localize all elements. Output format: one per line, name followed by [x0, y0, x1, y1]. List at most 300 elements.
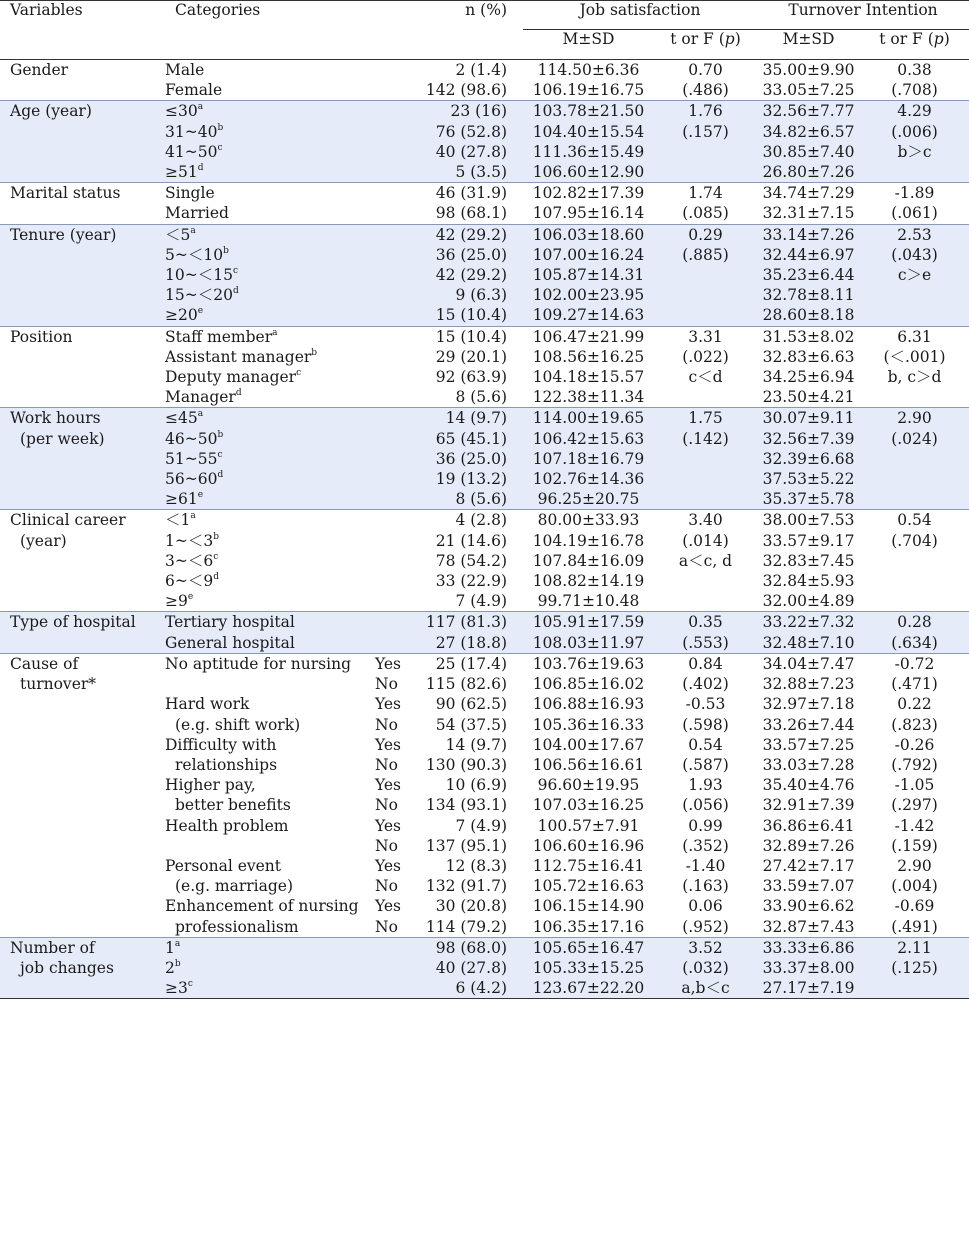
js-msd-cell — [523, 735, 654, 775]
n-cell — [420, 326, 523, 408]
js-test-value: 0.06 — [688, 897, 723, 916]
category-label-superscript: c — [296, 368, 302, 379]
js-test-cell — [654, 510, 757, 612]
ti-msd-value: 32.88±7.23 — [762, 675, 855, 694]
n-value: 15 (10.4) — [435, 306, 507, 325]
js-msd-value: 99.71±10.48 — [537, 592, 640, 611]
js-test-value: (.022) — [682, 347, 729, 366]
variable-name: Tenure (year) — [10, 225, 117, 244]
categories-cell — [165, 101, 420, 183]
js-msd-value: 106.56±16.61 — [532, 755, 645, 774]
table-row — [0, 510, 969, 612]
ti-test-value: (.125) — [891, 958, 938, 977]
ti-msd-value: 33.90±6.62 — [762, 897, 855, 916]
variable-name: Position — [10, 327, 73, 346]
n-cell — [420, 101, 523, 183]
yes-no-cell — [375, 694, 420, 734]
js-msd-value: 123.67±22.20 — [532, 979, 645, 998]
js-msd-cell — [523, 937, 654, 999]
js-test-value: (.157) — [682, 122, 729, 141]
table-row — [0, 101, 969, 183]
header-js-test: t or F (p) — [654, 30, 757, 60]
category-label: $\le 45^a$ — [165, 409, 204, 428]
n-value: 14 (9.7) — [445, 735, 507, 754]
n-cell — [420, 937, 523, 999]
n-cell — [420, 183, 523, 224]
variable-name: Age (year) — [10, 102, 92, 121]
ti-test-value: 2.11 — [897, 938, 932, 957]
n-value: 8 (5.6) — [455, 490, 507, 509]
ti-msd-value: 32.97±7.18 — [762, 695, 855, 714]
ti-msd-cell — [757, 510, 860, 612]
header-n: n (%) — [420, 1, 523, 60]
cause-label: professionalism — [175, 917, 299, 936]
n-value: 90 (62.5) — [435, 695, 507, 714]
js-test-cell — [654, 60, 757, 101]
variable-cell — [0, 612, 165, 653]
category-label-superscript: d — [213, 572, 219, 583]
yes-label: Yes — [375, 776, 402, 795]
cause-item-group — [0, 896, 969, 937]
category-label-superscript: b — [217, 429, 224, 440]
js-msd-cell — [523, 183, 654, 224]
yes-no-cell — [375, 775, 420, 815]
js-test-value: (.085) — [682, 204, 729, 223]
ti-msd-value: 34.74±7.29 — [762, 184, 855, 203]
ti-msd-value: 38.00±7.53 — [762, 511, 855, 530]
yes-no-cell — [375, 653, 420, 694]
ti-msd-value: 35.00±9.90 — [762, 61, 855, 79]
js-test-value: (.014) — [682, 531, 729, 550]
js-test-value: 0.84 — [688, 654, 723, 673]
js-msd-value: 106.88±16.93 — [532, 695, 645, 714]
categories-cell — [165, 937, 420, 999]
category-label: $<5^a$ — [165, 225, 196, 244]
ti-msd-value: 33.22±7.32 — [762, 613, 855, 632]
category-label-superscript: a — [190, 511, 196, 522]
yes-no-cell — [375, 735, 420, 775]
ti-msd-value: 32.31±7.15 — [762, 204, 855, 223]
js-msd-value: 106.03±18.60 — [532, 225, 645, 244]
variable-name: Clinical career — [10, 511, 126, 530]
ti-test-value: (.024) — [891, 429, 938, 448]
ti-test-value: 4.29 — [897, 102, 932, 121]
variable-name: (year) — [20, 531, 67, 550]
ti-msd-value: 32.83±6.63 — [762, 347, 855, 366]
js-msd-value: 105.91±17.59 — [532, 613, 645, 632]
category-label-superscript: b — [223, 245, 229, 256]
header-categories: Categories — [165, 1, 375, 60]
table-row — [0, 612, 969, 653]
yes-label: Yes — [375, 654, 402, 673]
ti-test-cell — [860, 775, 969, 815]
variable-cell — [0, 653, 165, 694]
category-label: Manager$^d$ — [165, 388, 242, 407]
n-value: 14 (9.7) — [445, 409, 507, 428]
js-test-value: (.952) — [682, 917, 729, 936]
category-label: $\le 30^a$ — [165, 102, 204, 121]
ti-test-value: (.491) — [891, 917, 938, 936]
js-test-cell — [654, 775, 757, 815]
n-value: 142 (98.6) — [425, 81, 507, 100]
ti-msd-cell — [757, 775, 860, 815]
ti-msd-value: 28.60±8.18 — [762, 306, 855, 325]
category-label: 46~50$^b$ — [165, 429, 224, 448]
js-test-value: 3.31 — [688, 327, 723, 346]
cause-label: Enhancement of nursing — [165, 897, 359, 916]
ti-test-value: -0.69 — [894, 897, 935, 916]
category-label: $10\sim<15^c$ — [165, 266, 238, 285]
ti-msd-value: 34.25±6.94 — [762, 368, 855, 387]
js-msd-value: 109.27±14.63 — [532, 306, 645, 325]
n-cell — [420, 408, 523, 510]
no-label: No — [375, 796, 398, 815]
js-msd-value: 106.19±16.75 — [532, 81, 645, 100]
ti-test-value: (.704) — [891, 531, 938, 550]
variable-group — [0, 326, 969, 408]
js-test-cell — [654, 101, 757, 183]
category-label-superscript: b — [217, 122, 224, 133]
n-cell — [420, 735, 523, 775]
js-msd-cell — [523, 694, 654, 734]
n-cell — [420, 856, 523, 896]
category-label: $<1^a$ — [165, 511, 196, 530]
ti-msd-value: 32.39±6.68 — [762, 449, 855, 468]
js-test-value: (.163) — [682, 877, 729, 896]
ti-msd-value: 27.17±7.19 — [762, 979, 855, 998]
ti-test-value: (.708) — [891, 81, 938, 100]
cause-label: Personal event — [165, 856, 282, 875]
js-msd-value: 96.25±20.75 — [537, 490, 640, 509]
ti-test-value: 2.90 — [897, 856, 932, 875]
ti-test-cell — [860, 101, 969, 183]
js-test-value: (.587) — [682, 755, 729, 774]
categories-cell — [165, 735, 375, 775]
variable-group — [0, 937, 969, 999]
variable-group — [0, 183, 969, 224]
js-test-value: 0.54 — [688, 735, 723, 754]
ti-test-cell — [860, 326, 969, 408]
js-test-cell — [654, 408, 757, 510]
n-value: 42 (29.2) — [435, 266, 507, 285]
ti-test-value: -1.05 — [894, 776, 935, 795]
ti-test-cell — [860, 653, 969, 694]
variable-group — [0, 510, 969, 612]
table-row — [0, 408, 969, 510]
category-label: Staff member$^a$ — [165, 327, 278, 346]
js-test-value: -0.53 — [685, 695, 726, 714]
js-test-value: (.056) — [682, 796, 729, 815]
cause-label: relationships — [175, 755, 278, 774]
variable-cell — [0, 408, 165, 510]
category-label: 41~50$^c$ — [165, 142, 223, 161]
category-label-superscript: a — [190, 225, 196, 236]
ti-msd-value: 34.04±7.47 — [762, 654, 855, 673]
n-value: 19 (13.2) — [435, 470, 507, 489]
ti-msd-value: 32.83±7.45 — [762, 551, 855, 570]
variable-cell — [0, 326, 165, 408]
n-value: 98 (68.1) — [435, 204, 507, 223]
js-msd-value: 103.76±19.63 — [532, 654, 645, 673]
ti-msd-cell — [757, 816, 860, 856]
ti-msd-value: 32.44±6.97 — [762, 245, 855, 264]
ti-test-value: 6.31 — [897, 327, 932, 346]
ti-test-cell — [860, 896, 969, 937]
category-label-superscript: e — [197, 490, 204, 501]
js-msd-value: 108.03±11.97 — [532, 633, 645, 652]
ti-msd-value: 32.56±7.39 — [762, 429, 855, 448]
category-label: $\ge 20^e$ — [165, 306, 204, 325]
category-label-superscript: d — [235, 388, 242, 399]
n-value: 7 (4.9) — [455, 592, 507, 611]
ti-test-cell — [860, 60, 969, 101]
category-label: $\ge 9^e$ — [165, 592, 194, 611]
ti-test-value: (.471) — [891, 675, 938, 694]
yes-label: Yes — [375, 856, 402, 875]
js-msd-cell — [523, 816, 654, 856]
category-label: Tertiary hospital — [165, 613, 295, 632]
ti-test-value: -1.89 — [894, 184, 935, 203]
js-test-value: (.885) — [682, 245, 729, 264]
ti-msd-value: 33.26±7.44 — [762, 715, 855, 734]
ti-msd-cell — [757, 612, 860, 653]
js-test-value: 0.29 — [688, 225, 723, 244]
category-label-superscript: b — [174, 958, 181, 969]
ti-msd-value: 33.57±9.17 — [762, 531, 855, 550]
ti-msd-value: 35.23±6.44 — [762, 266, 855, 285]
n-value: 6 (4.2) — [455, 979, 507, 998]
table-row — [0, 326, 969, 408]
variable-cell — [0, 224, 165, 326]
js-msd-value: 104.18±15.57 — [532, 368, 645, 387]
js-msd-value: 106.85±16.02 — [532, 675, 645, 694]
category-label: $3\sim<6^c$ — [165, 551, 219, 570]
categories-cell — [165, 896, 375, 937]
category-label: $\ge 3^c$ — [165, 979, 193, 998]
js-test-value: (.352) — [682, 836, 729, 855]
n-value: 8 (5.6) — [455, 388, 507, 407]
n-value: 10 (6.9) — [445, 776, 507, 795]
cause-label: Higher pay, — [165, 776, 256, 795]
ti-test-value: (.006) — [891, 122, 938, 141]
yes-no-cell — [375, 856, 420, 896]
js-msd-value: 107.03±16.25 — [532, 796, 645, 815]
category-label-superscript: e — [197, 306, 204, 317]
cause-item-group — [0, 653, 969, 694]
variable-group — [0, 60, 969, 101]
variable-cell — [0, 937, 165, 999]
no-label: No — [375, 877, 398, 896]
variable-name: turnover* — [20, 675, 97, 694]
js-msd-value: 111.36±15.49 — [532, 142, 645, 161]
ti-msd-value: 32.84±5.93 — [762, 572, 855, 591]
ti-msd-value: 32.87±7.43 — [762, 917, 855, 936]
n-value: 46 (31.9) — [435, 184, 507, 203]
ti-test-value: -1.42 — [894, 816, 935, 835]
variable-cell — [0, 694, 165, 734]
ti-test-cell — [860, 735, 969, 775]
ti-msd-cell — [757, 183, 860, 224]
js-msd-value: 105.33±15.25 — [532, 958, 645, 977]
variable-group — [0, 101, 969, 183]
table-row — [0, 183, 969, 224]
yes-label: Yes — [375, 897, 402, 916]
no-label: No — [375, 836, 398, 855]
n-value: 21 (14.6) — [435, 531, 507, 550]
js-msd-value: 102.00±23.95 — [532, 286, 645, 305]
js-test-value: 1.74 — [688, 184, 723, 203]
js-msd-value: 104.00±17.67 — [532, 735, 645, 754]
variable-cell — [0, 735, 165, 775]
category-label: 51~55$^c$ — [165, 449, 223, 468]
js-msd-value: 114.50±6.36 — [537, 61, 640, 79]
ti-test-value: (.004) — [891, 877, 938, 896]
categories-cell — [165, 224, 420, 326]
variable-group — [0, 408, 969, 510]
category-label: $\ge 51^d$ — [165, 163, 204, 182]
ti-msd-value: 33.59±7.07 — [762, 877, 855, 896]
variable-group — [0, 612, 969, 653]
js-test-value: (.142) — [682, 429, 729, 448]
cause-label: Difficulty with — [165, 735, 277, 754]
js-msd-value: 108.56±16.25 — [532, 347, 645, 366]
js-test-cell — [654, 224, 757, 326]
ti-msd-value: 27.42±7.17 — [762, 856, 855, 875]
n-value: 4 (2.8) — [455, 511, 507, 530]
categories-cell — [165, 653, 375, 694]
ti-test-value: (＜.001) — [883, 347, 946, 366]
categories-cell — [165, 856, 375, 896]
ti-test-value: -0.26 — [894, 735, 935, 754]
js-test-value: 3.52 — [688, 938, 723, 957]
table-header — [0, 1, 969, 60]
js-test-value: (.598) — [682, 715, 729, 734]
variable-cell — [0, 775, 165, 815]
js-msd-cell — [523, 775, 654, 815]
yes-label: Yes — [375, 735, 402, 754]
category-label-superscript: c — [213, 551, 219, 562]
js-msd-cell — [523, 510, 654, 612]
js-msd-cell — [523, 612, 654, 653]
js-test-value: 1.93 — [688, 776, 723, 795]
ti-test-value: (.159) — [891, 836, 938, 855]
n-value: 7 (4.9) — [455, 816, 507, 835]
js-msd-value: 107.18±16.79 — [532, 449, 645, 468]
js-test-value: 0.70 — [688, 61, 723, 79]
ti-msd-value: 32.78±8.11 — [762, 286, 855, 305]
ti-msd-value: 33.05±7.25 — [762, 81, 855, 100]
category-label: $6\sim<9^d$ — [165, 572, 219, 591]
ti-test-value: (.792) — [891, 755, 938, 774]
category-label: 56~60$^d$ — [165, 470, 224, 489]
n-cell — [420, 60, 523, 101]
category-label-superscript: e — [187, 592, 194, 603]
n-value: 25 (17.4) — [435, 654, 507, 673]
js-msd-value: 80.00±33.93 — [537, 511, 640, 530]
category-label: Assistant manager$^b$ — [165, 347, 318, 366]
table-row — [0, 896, 969, 937]
yes-label: Yes — [375, 816, 402, 835]
category-label-superscript: d — [232, 286, 239, 297]
ti-test-cell — [860, 183, 969, 224]
no-label: No — [375, 917, 398, 936]
n-value: 9 (6.3) — [455, 286, 507, 305]
js-test-cell — [654, 856, 757, 896]
variable-name: Cause of — [10, 654, 79, 673]
category-label: $1\sim<3^b$ — [165, 531, 219, 550]
category-label: $15\sim<20^d$ — [165, 286, 239, 305]
table-row — [0, 653, 969, 694]
js-test-value: (.032) — [682, 958, 729, 977]
n-value: 36 (25.0) — [435, 449, 507, 468]
js-test-value: 0.99 — [688, 816, 723, 835]
ti-msd-value: 32.91±7.39 — [762, 796, 855, 815]
ti-test-value: b, c＞d — [887, 368, 942, 387]
table-row — [0, 937, 969, 999]
js-msd-value: 102.76±14.36 — [532, 470, 645, 489]
category-label: $5\sim<10^b$ — [165, 245, 229, 264]
category-label: $\ge 61^e$ — [165, 490, 204, 509]
ti-msd-cell — [757, 694, 860, 734]
n-value: 76 (52.8) — [435, 122, 507, 141]
ti-test-value: c＞e — [897, 266, 932, 285]
js-msd-cell — [523, 408, 654, 510]
js-msd-value: 107.00±16.24 — [532, 245, 645, 264]
n-value: 40 (27.8) — [435, 958, 507, 977]
js-test-value: (.553) — [682, 633, 729, 652]
js-msd-value: 105.36±16.33 — [532, 715, 645, 734]
ti-msd-value: 36.86±6.41 — [762, 816, 855, 835]
js-test-cell — [654, 896, 757, 937]
js-msd-value: 105.65±16.47 — [532, 938, 645, 957]
category-label-superscript: c — [217, 142, 223, 153]
categories-cell — [165, 510, 420, 612]
js-msd-value: 106.35±17.16 — [532, 917, 645, 936]
header-job-satisfaction: Job satisfaction — [523, 1, 757, 30]
ti-msd-cell — [757, 101, 860, 183]
js-test-cell — [654, 183, 757, 224]
table-row — [0, 816, 969, 856]
ti-msd-cell — [757, 224, 860, 326]
ti-test-cell — [860, 612, 969, 653]
category-label-superscript: b — [311, 347, 318, 358]
n-value: 65 (45.1) — [435, 429, 507, 448]
ti-test-cell — [860, 816, 969, 856]
n-value: 115 (82.6) — [425, 675, 507, 694]
ti-test-value: b＞c — [897, 142, 932, 161]
category-label-superscript: d — [217, 470, 224, 481]
n-value: 98 (68.0) — [435, 938, 507, 957]
js-msd-value: 106.60±12.90 — [532, 163, 645, 182]
js-msd-value: 107.84±16.09 — [532, 551, 645, 570]
ti-msd-cell — [757, 856, 860, 896]
ti-test-cell — [860, 224, 969, 326]
categories-cell — [165, 694, 375, 734]
js-msd-cell — [523, 856, 654, 896]
js-msd-cell — [523, 60, 654, 101]
category-label-superscript: a — [174, 938, 181, 949]
ti-msd-value: 33.57±7.25 — [762, 735, 855, 754]
category-label-superscript: a — [197, 102, 204, 113]
cause-label: Hard work — [165, 695, 250, 714]
js-msd-cell — [523, 653, 654, 694]
js-test-value: 1.76 — [688, 102, 723, 121]
n-value: 5 (3.5) — [455, 163, 507, 182]
category-label-superscript: c — [232, 266, 238, 277]
ti-test-value: 0.54 — [897, 511, 932, 530]
n-value: 40 (27.8) — [435, 142, 507, 161]
table-row — [0, 856, 969, 896]
